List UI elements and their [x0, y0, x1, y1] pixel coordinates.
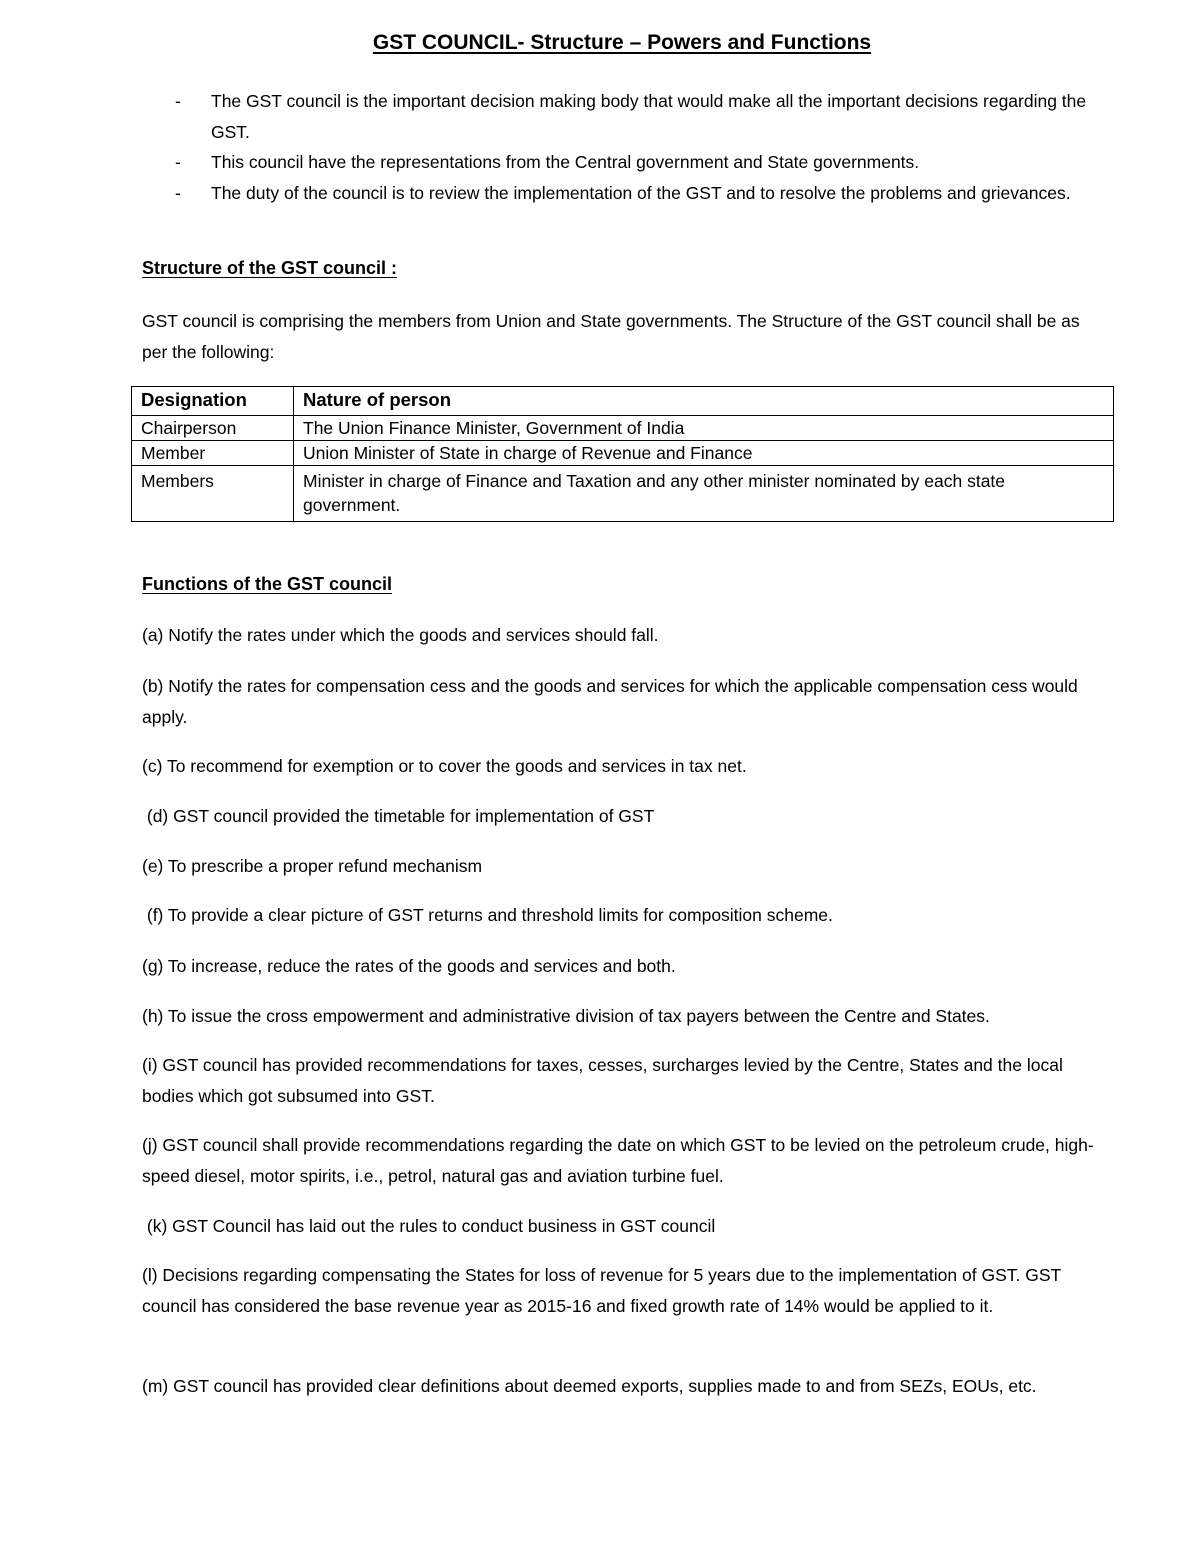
bullet-item — [175, 86, 1095, 147]
function-item-b: (b) Notify the rates for compensation cess and the goods and services for which the applicable compensation cess would apply. — [142, 676, 1078, 727]
function-item-g: (g) To increase, reduce the rates of the goods and services and both. — [142, 956, 676, 976]
function-item-a: (a) Notify the rates under which the goods and services should fall. — [142, 625, 659, 645]
cell-designation: Member — [132, 441, 294, 466]
bullet-item — [175, 147, 1095, 178]
function-item-c: (c) To recommend for exemption or to cover the goods and services in tax net. — [142, 756, 747, 776]
bullet-dash: - — [175, 91, 181, 111]
cell-designation: Members — [132, 466, 294, 522]
bullet-item — [175, 178, 1095, 209]
intro-bullet-list — [175, 86, 1095, 208]
function-item-m: (m) GST council has provided clear definitions about deemed exports, supplies made to and from SEZs, EOUs, etc. — [142, 1376, 1037, 1396]
cell-designation: Chairperson — [132, 416, 294, 441]
table-header-row — [132, 387, 1114, 416]
cell-nature: Union Minister of State in charge of Revenue and Finance — [294, 441, 1114, 466]
cell-nature: Minister in charge of Finance and Taxation and any other minister nominated by each state government. — [294, 466, 1114, 522]
structure-heading: Structure of the GST council : — [142, 258, 398, 278]
function-item-j: (j) GST council shall provide recommendations regarding the date on which GST to be levied on the petroleum crude, high-speed diesel, motor spirits, i.e., petrol, natural gas and aviation turbine fuel. — [142, 1135, 1094, 1186]
function-item-h: (h) To issue the cross empowerment and administrative division of tax payers between the Centre and States. — [142, 1006, 990, 1026]
function-item-l: (l) Decisions regarding compensating the States for loss of revenue for 5 years due to the implementation of GST. GST council has considered the base revenue year as 2015-16 and fixed growth rate of 14% would be applied to it. — [142, 1265, 1061, 1316]
bullet-dash: - — [175, 152, 181, 172]
function-item-k: (k) GST Council has laid out the rules to conduct business in GST council — [142, 1216, 716, 1236]
function-item-d: (d) GST council provided the timetable for implementation of GST — [142, 806, 655, 826]
document-title: GST COUNCIL- Structure – Powers and Functions — [372, 31, 872, 54]
table-row — [132, 416, 1114, 441]
bullet-text: The GST council is the important decision making body that would make all the important decisions regarding the GST. — [211, 91, 1087, 142]
header-nature-of-person: Nature of person — [294, 387, 1114, 416]
table-row — [132, 466, 1114, 522]
council-structure-table — [131, 386, 1114, 522]
table-row — [132, 441, 1114, 466]
structure-paragraph: GST council is comprising the members from Union and State governments. The Structure of the GST council shall be as per the following: — [142, 311, 1080, 362]
bullet-dash: - — [175, 182, 181, 203]
bullet-text: This council have the representations from the Central government and State governments. — [211, 152, 920, 172]
header-designation: Designation — [132, 387, 294, 416]
function-item-f: (f) To provide a clear picture of GST returns and threshold limits for composition scheme. — [142, 905, 833, 925]
bullet-text: The duty of the council is to review the implementation of the GST and to resolve the problems and grievances. — [211, 182, 1071, 203]
functions-heading: Functions of the GST council — [142, 574, 392, 594]
cell-nature: The Union Finance Minister, Government of India — [294, 416, 1114, 441]
function-item-i: (i) GST council has provided recommendations for taxes, cesses, surcharges levied by the Centre, States and the local bodies which got subsumed into GST. — [142, 1055, 1063, 1106]
function-item-e: (e) To prescribe a proper refund mechanism — [142, 856, 483, 876]
